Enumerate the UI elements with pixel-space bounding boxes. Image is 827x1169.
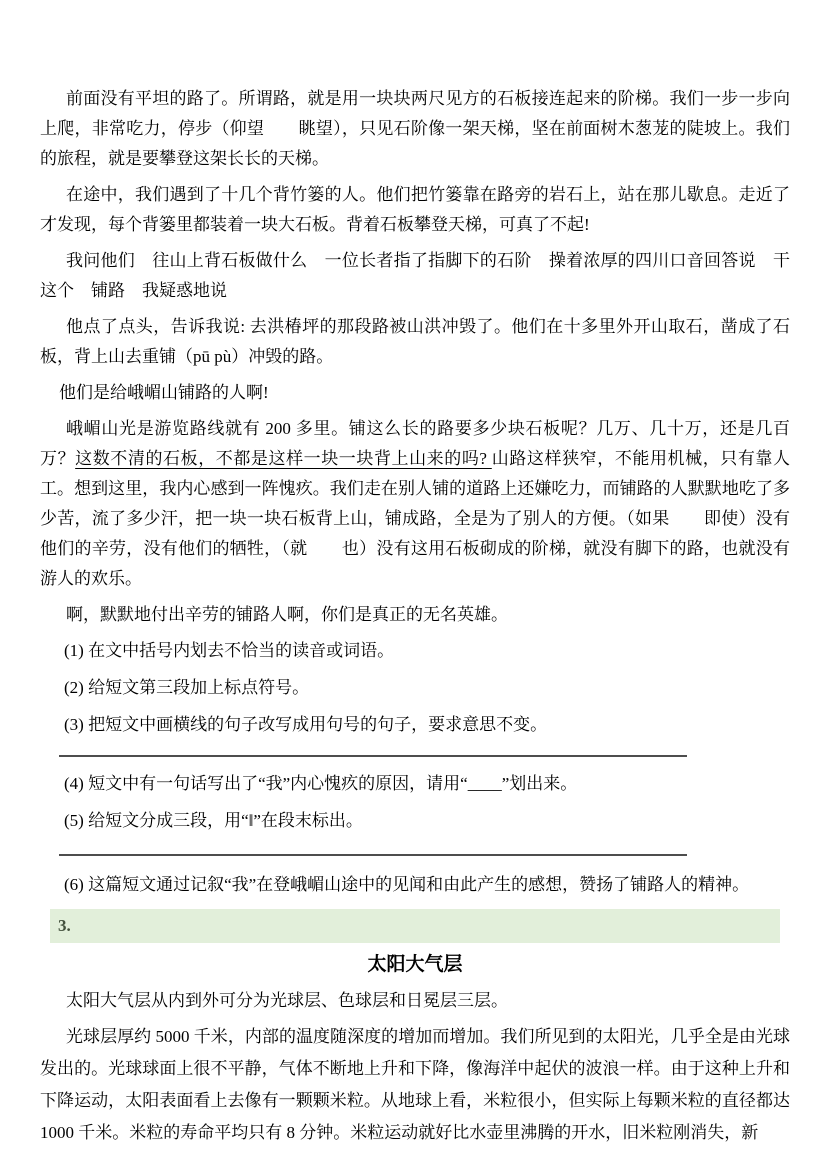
answer-line bbox=[59, 854, 687, 856]
passage-paragraph-4: 他点了点头，告诉我说: 去洪椿坪的那段路被山洪冲毁了。他们在十多里外开山取石，凿成了石板，背上山去重铺（pū pù）冲毁的路。 bbox=[40, 317, 790, 366]
passage2-paragraph-2: 光球层厚约 5000 千米，内部的温度随深度的增加而增加。我们所见到的太阳光，几乎全是由光球发出的。光球球面上很不平静，气体不断地上升和下降，像海洋中起伏的波浪一样。由于这种上升和下降运动，太阳表面看上去像有一颗颗米粒。从地球上看，米粒很小，但实际上每颗米粒的直径都达 1000 千米。米粒的寿命平均只有 8 分钟。米粒运动就好比水壶里沸腾的开水，旧米粒刚消失，新 bbox=[40, 1027, 790, 1142]
passage-paragraph-6 bbox=[40, 414, 790, 594]
passage-paragraph-5: 他们是给峨嵋山铺路的人啊! bbox=[59, 383, 269, 402]
passage2-title: 太阳大气层 bbox=[367, 954, 463, 975]
passage-paragraph-7: 啊，默默地付出辛劳的铺路人啊，你们是真正的无名英雄。 bbox=[66, 605, 508, 624]
passage-paragraph-1: 前面没有平坦的路了。所谓路，就是用一块块两尺见方的石板接连起来的阶梯。我们一步一步向上爬，非常吃力，停步（仰望 眺望），只见石阶像一架天梯，坚在前面树木葱茏的陡坡上。我们的旅程，就是要攀登这架长长的天梯。 bbox=[40, 89, 790, 168]
passage-paragraph-3: 我问他们 往山上背石板做什么 一位长者指了指脚下的石阶 操着浓厚的四川口音回答说 干这个 铺路 我疑惑地说 bbox=[40, 251, 790, 300]
question-5: (5) 给短文分成三段，用“‖”在段末标出。 bbox=[64, 811, 363, 830]
question-2: (2) 给短文第三段加上标点符号。 bbox=[64, 678, 310, 697]
passage2-paragraph-1: 太阳大气层从内到外可分为光球层、色球层和日冕层三层。 bbox=[66, 991, 508, 1010]
paragraph-6-tail: 山路这样狭窄，不能用机械，只有靠人工。想到这里，我内心感到一阵愧疚。我们走在别人铺的道路上还嫌吃力，而铺路的人默默地吃了多少苦，流了多少汗，把一块一块石板背上山，铺成路，全是为了别人的方便。（如果 即使）没有他们的辛劳，没有他们的牺牲，（就 也）没有这用石板砌成的阶梯，就没有脚下的路，也就没有游人的欢乐。 bbox=[40, 449, 791, 588]
question-4: (4) 短文中有一句话写出了“我”内心愧疚的原因，请用“____”划出来。 bbox=[64, 774, 578, 793]
passage-paragraph-2: 在途中，我们遇到了十几个背竹篓的人。他们把竹篓靠在路旁的岩石上，站在那儿歇息。走近了才发现，每个背篓里都装着一块大石板。背着石板攀登天梯，可真了不起! bbox=[40, 185, 790, 234]
paragraph-6-lead: 峨嵋山光是游览路线就有 200 多里。铺这么长的路要多少块石板呢？几万、几十万，还是几百万？ bbox=[40, 419, 790, 468]
question-3: (3) 把短文中画横线的句子改写成用句号的句子，要求意思不变。 bbox=[64, 715, 548, 734]
question-6: (6) 这篇短文通过记叙“我”在登峨嵋山途中的见闻和由此产生的感想，赞扬了铺路人的精神。 bbox=[64, 875, 750, 894]
underlined-sentence: 这数不清的石板，不都是这样一块一块背上山来的吗? bbox=[75, 449, 492, 468]
section-number: 3. bbox=[58, 916, 71, 935]
answer-line bbox=[59, 755, 687, 757]
section-number-banner bbox=[50, 909, 780, 943]
question-1: (1) 在文中括号内划去不恰当的读音或词语。 bbox=[64, 641, 395, 660]
